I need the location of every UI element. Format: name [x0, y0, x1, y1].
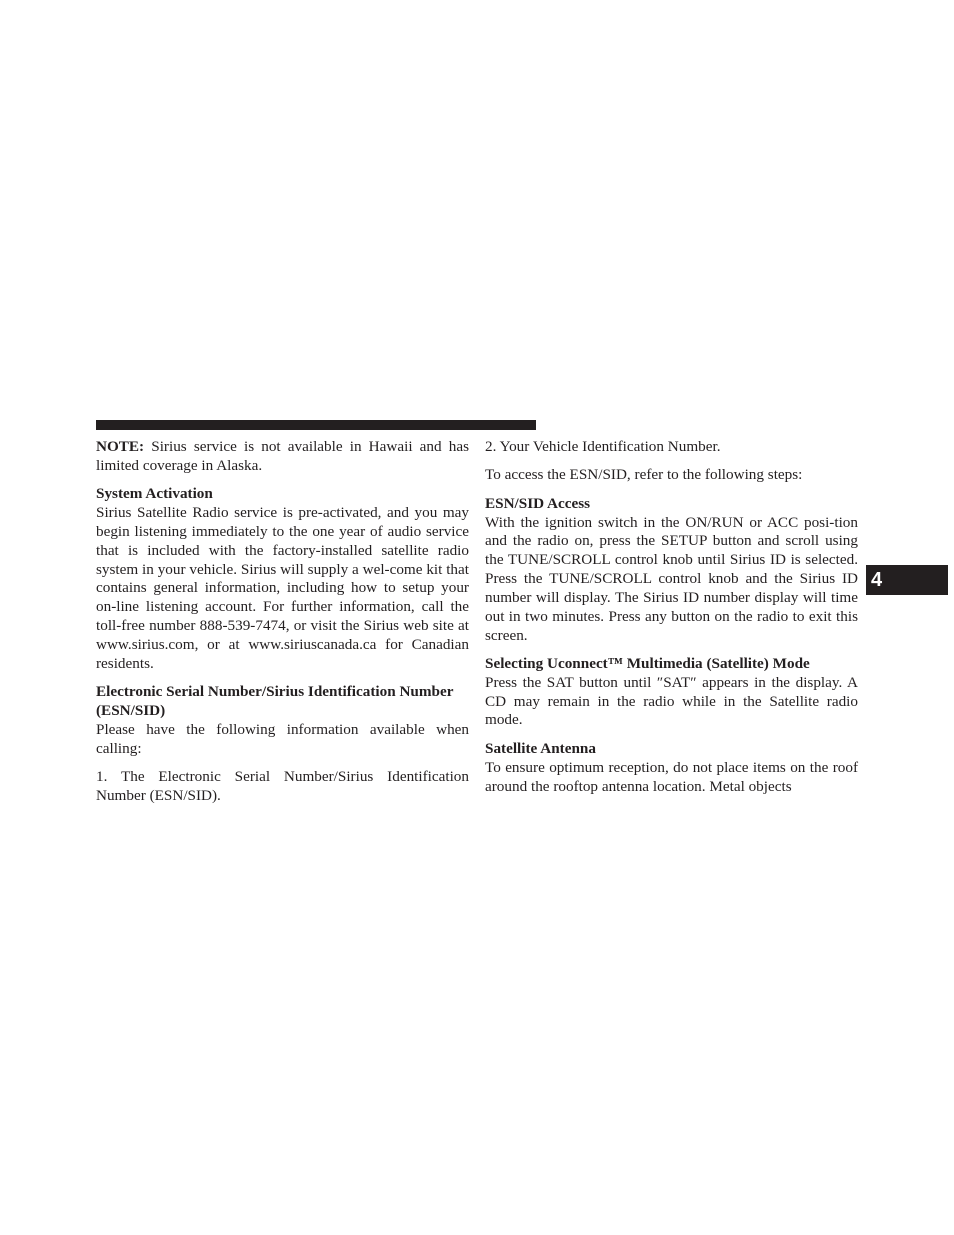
- system-activation-body: Sirius Satellite Radio service is pre-activated, and you may begin listening immediately to the one year of audio service that is included with the factory-installed satellite radio system in your vehicle. Sirius will supply a wel-come kit that contains general information, including how to setup your on-line listening account. For further information, call the toll-free number 888-539-7474, or visit the Sirius web site at www.sirius.com, or at www.siriuscanada.ca for Canadian residents.: [96, 504, 469, 672]
- esn-section-body: Please have the following information available when calling:: [96, 720, 469, 757]
- esn-access-body: With the ignition switch in the ON/RUN or ACC posi-tion and the radio on, press the SETUP button and scroll using the TUNE/SCROLL control knob until Sirius ID is selected. Press the TUNE/SCROLL control knob and the Sirius ID number will display. The Sirius ID number display will time out in two minutes. Press any button on the radio to exit this screen.: [485, 513, 858, 644]
- sat-mode-heading: Selecting Uconnect™ Multimedia (Satellite) Mode: [485, 654, 810, 672]
- note-label: NOTE:: [96, 438, 145, 455]
- antenna-body: To ensure optimum reception, do not place items on the roof around the rooftop antenna location. Metal objects: [485, 758, 858, 795]
- esn-list-item-2: 2. Your Vehicle Identification Number.: [485, 438, 721, 455]
- access-intro: To access the ESN/SID, refer to the following steps:: [485, 466, 803, 484]
- system-activation-heading: System Activation: [96, 485, 213, 503]
- note-paragraph: [96, 438, 469, 476]
- sat-mode-body: Press the SAT button until ″SAT″ appears in the display. A CD may remain in the radio while in the Satellite radio mode.: [485, 673, 858, 729]
- antenna-heading: Satellite Antenna: [485, 739, 596, 757]
- esn-access-heading: ESN/SID Access: [485, 494, 591, 512]
- section-rule: [96, 420, 536, 430]
- esn-list-item-1: 1. The Electronic Serial Number/Sirius Identification Number (ESN/SID).: [96, 768, 469, 804]
- left-column: [96, 438, 469, 806]
- esn-section-heading: Electronic Serial Number/Sirius Identification Number (ESN/SID): [96, 683, 454, 719]
- chapter-tab: 4: [866, 565, 948, 595]
- right-column: [485, 438, 858, 796]
- note-text: Sirius service is not available in Hawaii and has limited coverage in Alaska.: [96, 438, 469, 474]
